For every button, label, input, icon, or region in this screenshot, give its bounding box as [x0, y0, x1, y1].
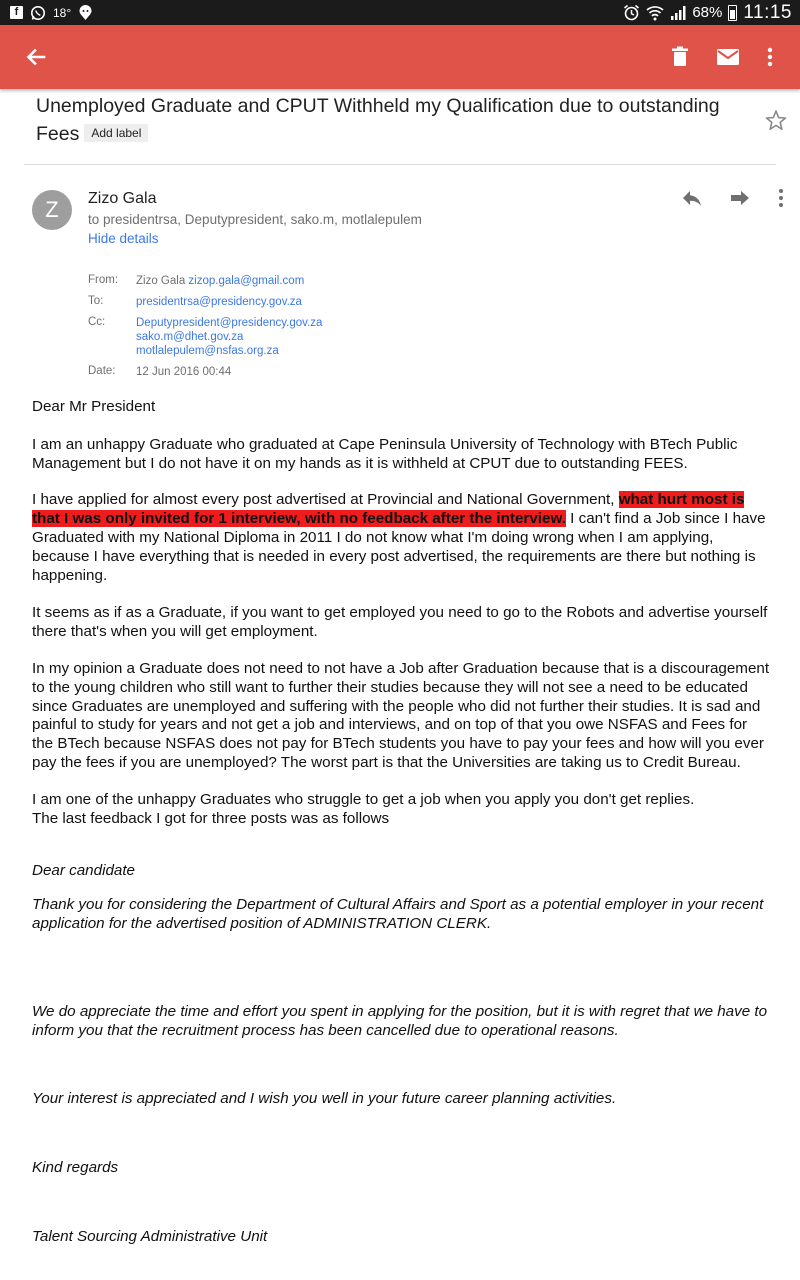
- reply-icon: [680, 186, 704, 210]
- body-paragraph-4: In my opinion a Graduate does not need to not have a Job after Graduation because that is a discouragement to the young children who still want to further their studies because they will not see a need to be educated since Graduates are unemployed and suffering with the people who did not further their studies. It is sad and painful to study for years and not get a job and interviews, and on top of that you owe NSFAS and Fees for the BTech because NSFAS does not pay for BTech students you have to pay your fees and how will you ever pay the fees if you are unemployed? The worst part is that the Universities are taking us to Credit Bureau.: [32, 659, 770, 771]
- delete-button[interactable]: [666, 43, 694, 71]
- wifi-icon: [646, 5, 664, 21]
- battery-icon: [728, 5, 737, 21]
- forward-icon: [728, 186, 752, 210]
- back-arrow-icon: [22, 43, 50, 71]
- sender-name: Zizo Gala: [88, 190, 157, 207]
- subject-text: Unemployed Graduate and CPUT Withheld my Qualification due to outstanding Fees: [36, 95, 720, 145]
- quote-signature: Talent Sourcing Administrative Unit: [32, 1227, 268, 1245]
- from-name: Zizo Gala: [136, 275, 186, 287]
- temperature: 18°: [53, 5, 72, 20]
- p5-line-2: The last feedback I got for three posts was as follows: [32, 809, 390, 827]
- avatar[interactable]: Z: [32, 190, 72, 230]
- app-bar: [0, 25, 800, 89]
- status-bar: [0, 0, 800, 25]
- body-paragraph-3: It seems as if as a Graduate, if you want to get employed you need to go to the Robots and advertise yourself there that's when you will get employment.: [32, 604, 768, 641]
- quote-paragraph-1: Thank you for considering the Department of Cultural Affairs and Sport as a potential employer in your recent application for the advertised position of ADMINISTRATION CLERK.: [32, 896, 764, 932]
- to-email[interactable]: presidentrsa@presidency.gov.za: [136, 296, 302, 308]
- quote-paragraph-3: Your interest is appreciated and I wish you well in your future career planning activities.: [32, 1090, 617, 1108]
- status-right-icons: [623, 0, 792, 25]
- greeting: Dear Mr President: [32, 398, 156, 415]
- from-value: [136, 274, 304, 288]
- date-label: Date:: [88, 365, 116, 377]
- date-value: 12 Jun 2016 00:44: [136, 366, 232, 378]
- clock: 11:15: [743, 1, 792, 23]
- facebook-icon: f: [10, 6, 23, 19]
- reply-button[interactable]: [680, 186, 704, 210]
- p5-line-1: I am one of the unhappy Graduates who struggle to get a job when you apply you don't get replies.: [32, 790, 695, 808]
- body-paragraph-2: [32, 491, 772, 585]
- from-email[interactable]: zizop.gala@gmail.com: [188, 275, 305, 287]
- trash-icon: [666, 43, 694, 71]
- cc-list: [136, 316, 322, 358]
- back-button[interactable]: [22, 43, 50, 71]
- alarm-icon: [623, 4, 640, 21]
- email-body: [32, 398, 772, 1247]
- notification-icon: [78, 4, 93, 21]
- quote-closing: Kind regards: [32, 1159, 119, 1177]
- email-subject: [36, 92, 746, 148]
- p2-text-before: I have applied for almost every post advertised at Provincial and National Government,: [32, 491, 619, 509]
- star-button[interactable]: [763, 108, 789, 134]
- to-label: To:: [88, 295, 104, 307]
- message-more-button[interactable]: [769, 186, 793, 210]
- more-vert-icon: [756, 43, 784, 71]
- star-icon: [763, 108, 789, 134]
- highlighted-text: what hurt most is that I was only invited for 1 interview, with no feedback after the interview.: [32, 491, 745, 528]
- forward-button[interactable]: [728, 186, 752, 210]
- more-vert-icon: [769, 186, 793, 210]
- hide-details-link[interactable]: Hide details: [88, 231, 159, 246]
- from-label: From:: [88, 274, 119, 286]
- add-label-button[interactable]: Add label: [84, 124, 148, 142]
- p2-text-after: I can't find a Job since I have Graduated with my National Diploma in 2011 I do not know what I'm doing wrong when I am applying, because I have everything that is needed in every post advertised, the requirements are there but nothing is happening.: [32, 510, 766, 584]
- subject-divider: [24, 164, 776, 165]
- body-paragraph-1: I am an unhappy Graduate who graduated at Cape Peninsula University of Technology with BTech Public Management but I do not have it on my hands as it is withheld at CPUT due to outstanding FEES.: [32, 435, 738, 472]
- status-left-icons: [10, 3, 93, 22]
- signal-icon: [670, 5, 686, 21]
- cc-label: Cc:: [88, 316, 106, 328]
- recipients-summary: to presidentrsa, Deputypresident, sako.m, motlalepulem: [88, 212, 422, 227]
- quote-paragraph-2: We do appreciate the time and effort you spent in applying for the position, but it is with regret that we have to inform you that the recruitment process has been cancelled due to operational reasons.: [32, 1002, 768, 1039]
- body-paragraph-5: [32, 791, 772, 829]
- cc-email-2[interactable]: sako.m@dhet.gov.za: [136, 331, 244, 343]
- whatsapp-icon: [30, 5, 46, 21]
- battery-percent: 68%: [692, 4, 723, 21]
- cc-email-1[interactable]: Deputypresident@presidency.gov.za: [136, 317, 323, 329]
- cc-email-3[interactable]: motlalepulem@nsfas.org.za: [136, 345, 279, 357]
- envelope-icon: [714, 43, 742, 71]
- more-options-button[interactable]: [756, 43, 784, 71]
- quote-greeting: Dear candidate: [32, 862, 136, 880]
- mark-unread-button[interactable]: [714, 43, 742, 71]
